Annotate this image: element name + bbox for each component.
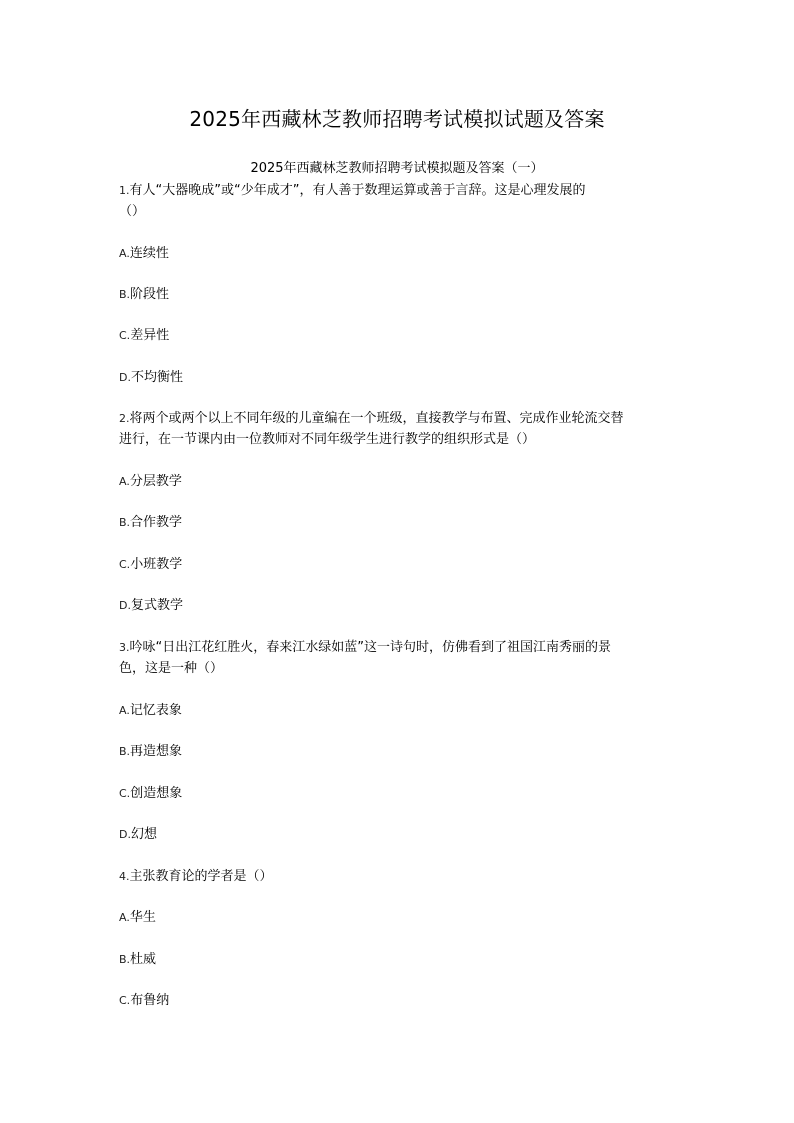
option-text: 合作教学 xyxy=(130,515,183,530)
question-text: 主张教育论的学者是（） xyxy=(129,869,273,884)
question-2-option-c xyxy=(119,554,679,575)
question-3-text-line-1 xyxy=(119,637,679,658)
question-1-option-c xyxy=(119,325,679,346)
question-number: 4. xyxy=(119,870,130,883)
option-text: 华生 xyxy=(129,910,156,925)
option-text: 连续性 xyxy=(129,246,169,261)
option-letter: D. xyxy=(119,828,131,841)
question-4-text-line-1 xyxy=(119,866,679,887)
option-text: 分层教学 xyxy=(129,474,182,489)
question-3-text-line-2: 色，这是一种（） xyxy=(119,661,224,676)
option-letter: C. xyxy=(119,994,131,1007)
option-text: 差异性 xyxy=(130,328,170,343)
option-text: 杜威 xyxy=(130,952,157,967)
question-1-option-a xyxy=(119,243,679,264)
option-letter: B. xyxy=(119,745,131,758)
question-text: 将两个或两个以上不同年级的儿童编在一个班级，直接教学与布置、完成作业轮流交替 xyxy=(129,411,624,426)
option-letter: A. xyxy=(119,475,130,488)
option-letter: A. xyxy=(119,911,130,924)
option-letter: C. xyxy=(119,329,131,342)
option-text: 记忆表象 xyxy=(129,703,182,718)
question-4-option-c xyxy=(119,990,679,1011)
question-number: 3. xyxy=(119,641,130,654)
question-3-option-a xyxy=(119,700,679,721)
question-3-option-b xyxy=(119,741,679,762)
question-2-option-d xyxy=(119,595,679,616)
option-text: 幻想 xyxy=(130,827,157,842)
option-text: 复式教学 xyxy=(130,598,183,613)
question-2-text-line-1 xyxy=(119,408,679,429)
question-text: 吟咏“日出江花红胜火，春来江水绿如蓝”这一诗句时，仿佛看到了祖国江南秀丽的景 xyxy=(129,640,611,655)
question-number: 1. xyxy=(119,184,130,197)
option-text: 阶段性 xyxy=(130,287,170,302)
document-subtitle: 2025年西藏林芝教师招聘考试模拟题及答案（一） xyxy=(250,161,544,176)
option-text: 布鲁纳 xyxy=(130,993,170,1008)
option-letter: B. xyxy=(119,516,131,529)
option-letter: A. xyxy=(119,247,130,260)
option-text: 不均衡性 xyxy=(130,370,183,385)
option-text: 再造想象 xyxy=(130,744,183,759)
option-letter: D. xyxy=(119,599,131,612)
question-1-text-line-1 xyxy=(119,180,679,201)
question-4-option-b xyxy=(119,949,679,970)
question-text: 有人“大器晚成”或“少年成才”，有人善于数理运算或善于言辞。这是心理发展的 xyxy=(129,183,586,198)
option-letter: C. xyxy=(119,787,131,800)
option-letter: C. xyxy=(119,558,131,571)
question-1-option-b xyxy=(119,284,679,305)
option-letter: B. xyxy=(119,288,131,301)
option-letter: A. xyxy=(119,704,130,717)
option-letter: B. xyxy=(119,953,131,966)
document-title: 2025年西藏林芝教师招聘考试模拟试题及答案 xyxy=(189,107,605,131)
question-3-option-c xyxy=(119,783,679,804)
question-4-option-a xyxy=(119,907,679,928)
question-2-option-b xyxy=(119,512,679,533)
question-1-option-d xyxy=(119,367,679,388)
question-number: 2. xyxy=(119,412,130,425)
question-2-option-a xyxy=(119,471,679,492)
option-text: 小班教学 xyxy=(130,557,183,572)
question-3-option-d xyxy=(119,824,679,845)
question-1-text-line-2: （） xyxy=(119,204,146,219)
question-2-text-line-2: 进行，在一节课内由一位教师对不同年级学生进行教学的组织形式是（） xyxy=(119,432,536,447)
option-text: 创造想象 xyxy=(130,786,183,801)
option-letter: D. xyxy=(119,371,131,384)
